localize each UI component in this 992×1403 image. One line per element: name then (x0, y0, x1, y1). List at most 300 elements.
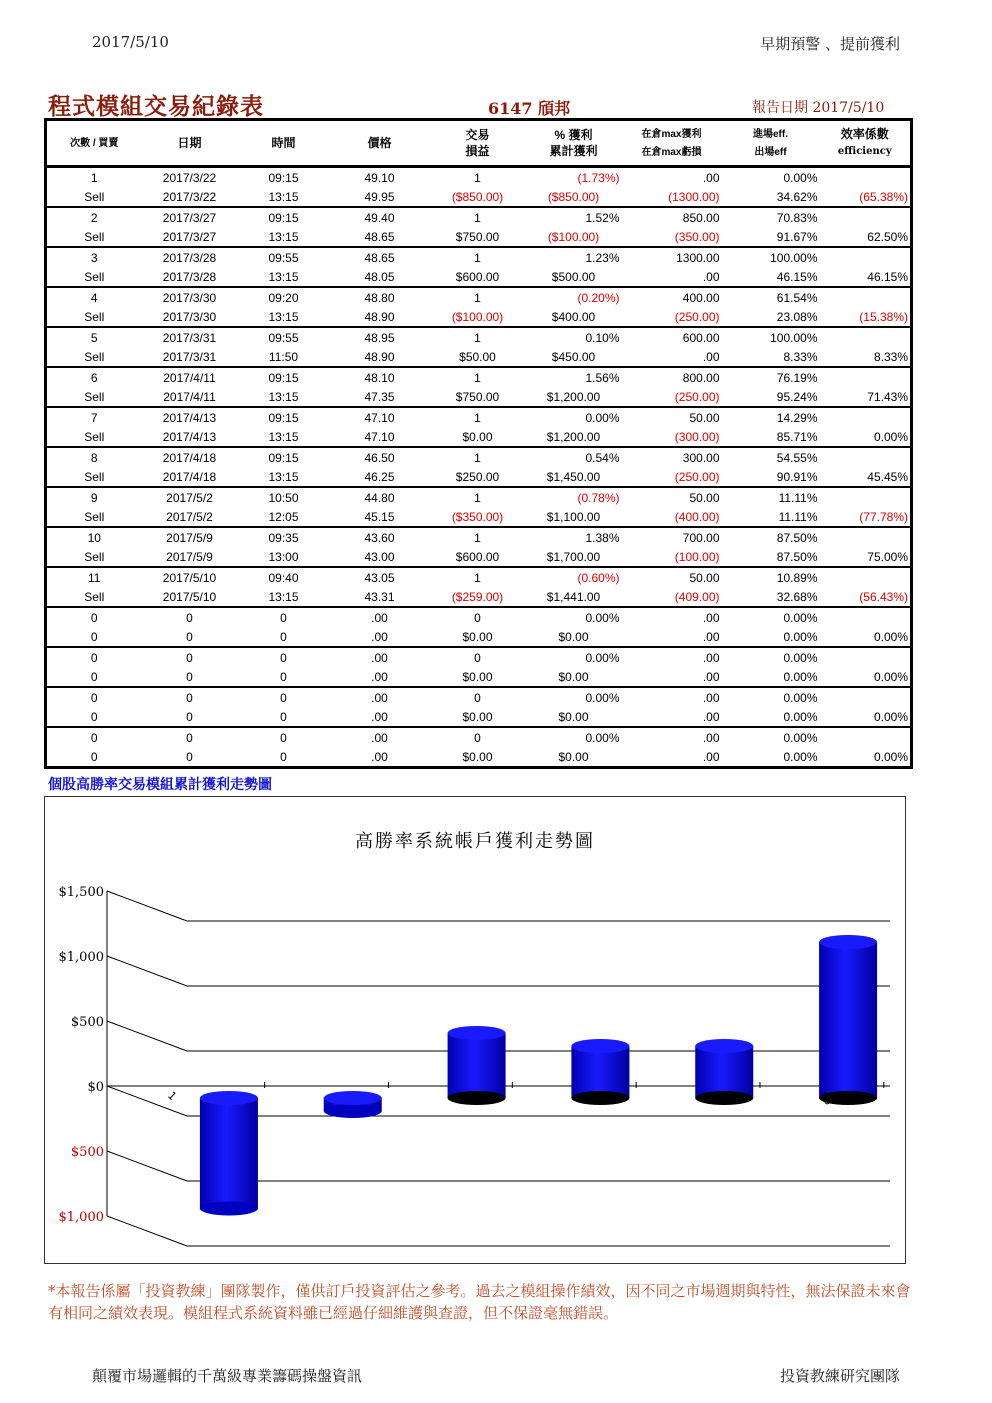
exit-eff: 0.00% (783, 669, 818, 684)
exit-price: 48.65 (364, 229, 395, 244)
trade-pl: $0.00 (462, 629, 493, 644)
trade-side: 0 (46, 747, 142, 768)
chart-caption: 個股高勝率交易模組累計獲利走勢圖 (48, 776, 272, 792)
entry-eff: 100.00% (722, 247, 820, 267)
entry-price: 49.40 (330, 207, 430, 227)
trade-qty: 0 (430, 607, 526, 627)
trade-qty: 1 (430, 327, 526, 347)
entry-eff: 0.00% (722, 167, 820, 188)
max-loss: (400.00) (674, 509, 720, 524)
footer-left: 顛覆市場邏輯的千萬級專業籌碼操盤資訊 (92, 1367, 363, 1385)
exit-price: .00 (371, 669, 388, 684)
entry-time: 0 (238, 607, 330, 627)
exit-date: 0 (186, 709, 193, 724)
trade-exit-row (46, 307, 912, 327)
entry-eff: 0.00% (722, 687, 820, 707)
cumulative-profit: $400.00 (551, 309, 596, 324)
trade-side: 0 (46, 707, 142, 727)
efficiency-spacer (820, 287, 912, 307)
trade-entry-row (46, 687, 912, 707)
trade-number: 5 (46, 327, 142, 347)
trade-number: 11 (46, 567, 142, 587)
trade-pl: ($850.00) (451, 189, 504, 204)
footer-right: 投資教練研究團隊 (779, 1367, 900, 1385)
entry-price: 48.65 (330, 247, 430, 267)
trade-side: Sell (46, 187, 142, 207)
entry-price: 43.60 (330, 527, 430, 547)
col-time-header: 時間 (238, 120, 330, 167)
exit-eff: 0.00% (783, 709, 818, 724)
efficiency-spacer (820, 367, 912, 387)
bar-cylinder-cap (324, 1091, 382, 1105)
gridline-diagonal (107, 1021, 187, 1051)
exit-time: 0 (280, 709, 287, 724)
trade-exit-row (46, 427, 912, 447)
exit-date: 0 (186, 629, 193, 644)
exit-time: 13:15 (268, 429, 299, 444)
efficiency-spacer (820, 407, 912, 427)
entry-date: 2017/3/22 (142, 167, 238, 188)
trade-side: Sell (46, 507, 142, 527)
trade-entry-row (46, 527, 912, 547)
chart-title: 高勝率系統帳戶獲利走勢圖 (355, 831, 595, 852)
bar-cylinder (571, 1046, 629, 1098)
max-loss: .00 (702, 669, 720, 684)
efficiency: 0.00% (820, 707, 912, 727)
entry-time: 10:50 (238, 487, 330, 507)
exit-eff: 90.91% (776, 469, 818, 484)
trade-number: 8 (46, 447, 142, 467)
trade-qty: 1 (430, 487, 526, 507)
exit-price: .00 (371, 709, 388, 724)
cumulative-profit: $0.00 (558, 669, 589, 684)
exit-eff: 85.71% (776, 429, 818, 444)
trade-entry-row (46, 207, 912, 227)
efficiency: 0.00% (820, 427, 912, 447)
pct-profit: (0.20%) (526, 287, 622, 307)
max-loss: .00 (702, 349, 720, 364)
max-loss: (250.00) (674, 469, 720, 484)
y-tick-label: $1,000 (58, 1210, 104, 1225)
exit-time: 0 (280, 629, 287, 644)
max-loss: (300.00) (674, 429, 720, 444)
entry-eff: 11.11% (722, 487, 820, 507)
bar-cylinder-cap (819, 935, 877, 949)
entry-date: 2017/3/31 (142, 327, 238, 347)
cumulative-profit: $1,441.00 (546, 589, 601, 604)
trade-entry-row (46, 647, 912, 667)
exit-date: 2017/5/10 (162, 589, 217, 604)
trade-exit-row (46, 227, 912, 247)
entry-date: 2017/3/30 (142, 287, 238, 307)
trade-number: 3 (46, 247, 142, 267)
cumulative-profit: ($100.00) (547, 229, 600, 244)
entry-eff: 14.29% (722, 407, 820, 427)
trade-number: 10 (46, 527, 142, 547)
entry-date: 2017/4/13 (142, 407, 238, 427)
exit-time: 0 (280, 669, 287, 684)
bar-cylinder (695, 1046, 753, 1098)
max-loss: .00 (622, 747, 722, 768)
entry-price: 48.95 (330, 327, 430, 347)
trade-side: Sell (46, 267, 142, 287)
efficiency: 8.33% (820, 347, 912, 367)
trade-pl: $0.00 (462, 709, 493, 724)
trade-pl: $600.00 (455, 549, 500, 564)
trade-pl: $0.00 (430, 747, 526, 768)
trade-side: 0 (46, 627, 142, 647)
entry-eff: 87.50% (722, 527, 820, 547)
entry-price: 47.10 (330, 407, 430, 427)
efficiency-spacer (820, 207, 912, 227)
profit-chart-svg (45, 797, 905, 1263)
entry-eff: 100.00% (722, 327, 820, 347)
trade-number: 6 (46, 367, 142, 387)
max-profit: 700.00 (622, 527, 722, 547)
trade-qty: 1 (430, 527, 526, 547)
exit-eff: 91.67% (776, 229, 818, 244)
efficiency-spacer (820, 647, 912, 667)
bar-cylinder (448, 1033, 506, 1098)
exit-eff: 87.50% (776, 549, 818, 564)
col-seq-header: 次數 / 買賣 (46, 120, 142, 167)
col-pct-header: % 獲利 累計獲利 (526, 120, 622, 167)
cumulative-profit: $1,200.00 (546, 429, 601, 444)
efficiency: 45.45% (820, 467, 912, 487)
exit-eff: 0.00% (783, 629, 818, 644)
trade-qty: 1 (430, 447, 526, 467)
trade-exit-row (46, 547, 912, 567)
bar-cylinder-cap (695, 1039, 753, 1053)
max-loss: .00 (702, 269, 720, 284)
trade-pl: $600.00 (455, 269, 500, 284)
y-tick-label: $0 (87, 1080, 104, 1095)
cumulative-profit: $0.00 (526, 747, 622, 768)
efficiency-spacer (820, 687, 912, 707)
exit-time: 13:15 (268, 389, 299, 404)
trade-qty: 1 (430, 287, 526, 307)
max-loss: (1300.00) (668, 189, 720, 204)
trade-number: 0 (46, 607, 142, 627)
trade-exit-row (46, 507, 912, 527)
trade-number: 0 (46, 727, 142, 747)
exit-price: 48.05 (364, 269, 395, 284)
exit-eff: 23.08% (776, 309, 818, 324)
entry-eff: 61.54% (722, 287, 820, 307)
max-profit: 50.00 (622, 487, 722, 507)
max-profit: 600.00 (622, 327, 722, 347)
profit-chart (44, 796, 906, 1264)
exit-eff: 46.15% (776, 269, 818, 284)
trade-pl: ($350.00) (451, 509, 504, 524)
max-profit: 850.00 (622, 207, 722, 227)
efficiency-spacer (820, 727, 912, 747)
trade-exit-row (46, 667, 912, 687)
exit-price: 43.31 (364, 589, 395, 604)
trade-number: 0 (46, 647, 142, 667)
exit-date: 2017/3/22 (162, 189, 217, 204)
exit-date: 2017/3/28 (162, 269, 217, 284)
bar-cylinder-base (695, 1091, 753, 1105)
trade-entry-row (46, 367, 912, 387)
y-tick-label: $1,500 (58, 885, 104, 900)
max-loss: (250.00) (674, 309, 720, 324)
trade-number: 9 (46, 487, 142, 507)
trade-qty: 1 (430, 207, 526, 227)
efficiency: 71.43% (820, 387, 912, 407)
exit-price: 49.95 (364, 189, 395, 204)
trade-exit-row (46, 347, 912, 367)
efficiency: 0.00% (820, 747, 912, 768)
exit-date: 2017/4/18 (162, 469, 217, 484)
exit-date: 0 (142, 747, 238, 768)
exit-eff: 95.24% (776, 389, 818, 404)
bar-cylinder-cap (571, 1039, 629, 1053)
entry-date: 2017/5/2 (142, 487, 238, 507)
trade-entry-row (46, 607, 912, 627)
exit-time: 13:15 (268, 269, 299, 284)
exit-price: 46.25 (364, 469, 395, 484)
trade-pl: $750.00 (455, 389, 500, 404)
max-loss: (350.00) (674, 229, 720, 244)
cumulative-profit: $0.00 (558, 629, 589, 644)
pct-profit: (0.60%) (526, 567, 622, 587)
entry-price: 48.80 (330, 287, 430, 307)
efficiency-spacer (820, 167, 912, 188)
max-loss: .00 (702, 709, 720, 724)
header-slogan: 早期預警 、提前獲利 (760, 35, 900, 53)
entry-date: 2017/4/11 (142, 367, 238, 387)
entry-date: 0 (142, 607, 238, 627)
max-profit: .00 (622, 727, 722, 747)
entry-time: 09:55 (238, 327, 330, 347)
exit-price: 47.10 (364, 429, 395, 444)
col-trade-header: 交易 損益 (430, 120, 526, 167)
exit-price: 47.35 (364, 389, 395, 404)
cumulative-profit: $1,200.00 (546, 389, 601, 404)
entry-date: 0 (142, 727, 238, 747)
pct-profit: 0.10% (526, 327, 622, 347)
pct-profit: 0.00% (526, 407, 622, 427)
efficiency: 46.15% (820, 267, 912, 287)
trade-number: 1 (46, 167, 142, 188)
exit-date: 2017/4/13 (162, 429, 217, 444)
efficiency-spacer (820, 487, 912, 507)
exit-date: 0 (186, 669, 193, 684)
cumulative-profit: ($850.00) (547, 189, 600, 204)
max-profit: .00 (622, 647, 722, 667)
efficiency-spacer (820, 527, 912, 547)
entry-date: 2017/3/28 (142, 247, 238, 267)
max-profit: .00 (622, 167, 722, 188)
max-loss: (100.00) (674, 549, 720, 564)
entry-eff: 10.89% (722, 567, 820, 587)
efficiency-spacer (820, 567, 912, 587)
exit-time: 0 (238, 747, 330, 768)
table-header-row (46, 120, 912, 167)
entry-eff: 0.00% (722, 607, 820, 627)
trade-exit-row (46, 387, 912, 407)
col-max-header: 在倉max獲利 在倉max虧損 (622, 120, 722, 167)
max-loss: .00 (702, 629, 720, 644)
entry-eff: 0.00% (722, 727, 820, 747)
efficiency-spacer (820, 247, 912, 267)
max-profit: 50.00 (622, 407, 722, 427)
trade-side: Sell (46, 307, 142, 327)
entry-price: .00 (330, 607, 430, 627)
bar-cylinder-cap (448, 1026, 506, 1040)
bar-cylinder-base (448, 1091, 506, 1105)
trade-number: 4 (46, 287, 142, 307)
trade-qty: 1 (430, 367, 526, 387)
entry-time: 09:15 (238, 167, 330, 188)
entry-eff: 76.19% (722, 367, 820, 387)
trade-pl: $250.00 (455, 469, 500, 484)
trade-qty: 1 (430, 567, 526, 587)
exit-date: 2017/4/11 (163, 389, 216, 404)
col-efficiency-header: 效率係數 efficiency (820, 120, 912, 167)
pct-profit: 1.56% (526, 367, 622, 387)
entry-time: 09:40 (238, 567, 330, 587)
exit-date: 2017/3/27 (162, 229, 217, 244)
entry-price: .00 (330, 687, 430, 707)
max-profit: 50.00 (622, 567, 722, 587)
entry-time: 09:15 (238, 407, 330, 427)
trade-entry-row (46, 727, 912, 747)
efficiency: 75.00% (820, 547, 912, 567)
x-tick-label: 10 (815, 1088, 836, 1109)
efficiency: 0.00% (820, 667, 912, 687)
entry-time: 0 (238, 727, 330, 747)
bar-cylinder-base (324, 1104, 382, 1118)
max-profit: 800.00 (622, 367, 722, 387)
entry-date: 2017/4/18 (142, 447, 238, 467)
efficiency: (77.78%) (820, 507, 912, 527)
disclaimer: *本報告係屬「投資教練」團隊製作，僅供訂戶投資評估之參考。過去之模組操作績效，因不同之市場週期與特性，無法保證未來會有相同之績效表現。模組程式系統資料雖已經過仔細維護與查證，但不保證毫無錯誤。 (48, 1282, 911, 1322)
trade-entry-row (46, 287, 912, 307)
trade-qty: 0 (430, 687, 526, 707)
trade-exit-row (46, 627, 912, 647)
gridline-diagonal (107, 1216, 187, 1246)
col-date-header: 日期 (142, 120, 238, 167)
exit-price: .00 (330, 747, 430, 768)
trade-side: Sell (46, 347, 142, 367)
exit-eff: 32.68% (776, 589, 818, 604)
exit-time: 13:15 (268, 469, 299, 484)
x-tick-label: 1 (164, 1088, 180, 1104)
trade-entry-row (46, 167, 912, 188)
exit-date: 2017/5/9 (166, 549, 213, 564)
max-profit: 1300.00 (622, 247, 722, 267)
trade-side: Sell (46, 427, 142, 447)
cumulative-profit: $1,450.00 (546, 469, 601, 484)
gridline-diagonal (107, 891, 187, 921)
trade-log-table (44, 118, 913, 769)
entry-price: 48.10 (330, 367, 430, 387)
exit-eff: 11.11% (778, 509, 818, 524)
trade-exit-row (46, 587, 912, 607)
entry-eff: 70.83% (722, 207, 820, 227)
trade-exit-row (46, 187, 912, 207)
stock-name: 6147 頎邦 (488, 99, 571, 118)
max-profit: .00 (622, 607, 722, 627)
trade-side: 0 (46, 667, 142, 687)
pct-profit: 0.00% (526, 607, 622, 627)
trade-side: Sell (46, 547, 142, 567)
efficiency-spacer (820, 327, 912, 347)
entry-date: 2017/5/9 (142, 527, 238, 547)
entry-time: 0 (238, 687, 330, 707)
exit-date: 2017/5/2 (166, 509, 213, 524)
trade-qty: 1 (430, 247, 526, 267)
trade-number: 2 (46, 207, 142, 227)
pct-profit: 0.00% (526, 647, 622, 667)
trade-qty: 0 (430, 647, 526, 667)
bar-cylinder-base (200, 1202, 258, 1216)
entry-time: 09:15 (238, 447, 330, 467)
max-profit: 400.00 (622, 287, 722, 307)
trade-entry-row (46, 487, 912, 507)
cumulative-profit: $1,700.00 (546, 549, 601, 564)
entry-time: 09:35 (238, 527, 330, 547)
exit-price: .00 (371, 629, 388, 644)
trade-exit-row (46, 467, 912, 487)
col-eff-header: 進場eff. 出場eff (722, 120, 820, 167)
pct-profit: 0.00% (526, 727, 622, 747)
trade-pl: $50.00 (459, 349, 496, 364)
max-profit: 300.00 (622, 447, 722, 467)
cumulative-profit: $500.00 (551, 269, 596, 284)
entry-eff: 54.55% (722, 447, 820, 467)
trade-exit-row (46, 267, 912, 287)
entry-time: 09:15 (238, 207, 330, 227)
trade-pl: ($259.00) (451, 589, 504, 604)
trade-side: Sell (46, 587, 142, 607)
trade-qty: 1 (430, 407, 526, 427)
bar-cylinder-cap (200, 1091, 258, 1105)
exit-eff: 34.62% (776, 189, 818, 204)
trade-pl: ($100.00) (451, 309, 504, 324)
pct-profit: 1.23% (526, 247, 622, 267)
entry-time: 09:20 (238, 287, 330, 307)
pct-profit: 1.38% (526, 527, 622, 547)
y-tick-label: $500 (70, 1145, 104, 1160)
exit-time: 13:15 (268, 229, 299, 244)
exit-date: 2017/3/30 (162, 309, 217, 324)
col-price-header: 價格 (330, 120, 430, 167)
trade-number: 7 (46, 407, 142, 427)
bar-cylinder (819, 942, 877, 1098)
entry-price: 44.80 (330, 487, 430, 507)
entry-date: 2017/5/10 (142, 567, 238, 587)
entry-price: .00 (330, 727, 430, 747)
trade-qty: 1 (430, 167, 526, 188)
header-date: 2017/5/10 (92, 33, 169, 51)
entry-time: 09:15 (238, 367, 330, 387)
exit-date: 2017/3/31 (162, 349, 217, 364)
pct-profit: 0.00% (526, 687, 622, 707)
exit-time: 11:50 (268, 349, 299, 364)
exit-price: 48.90 (364, 309, 395, 324)
y-tick-label: $500 (70, 1015, 104, 1030)
exit-time: 13:00 (268, 549, 299, 564)
gridline-diagonal (107, 1151, 187, 1181)
max-loss: (409.00) (674, 589, 720, 604)
exit-time: 13:15 (268, 309, 299, 324)
entry-price: 49.10 (330, 167, 430, 188)
exit-price: 43.00 (364, 549, 395, 564)
report-date: 報告日期 2017/5/10 (752, 100, 885, 116)
